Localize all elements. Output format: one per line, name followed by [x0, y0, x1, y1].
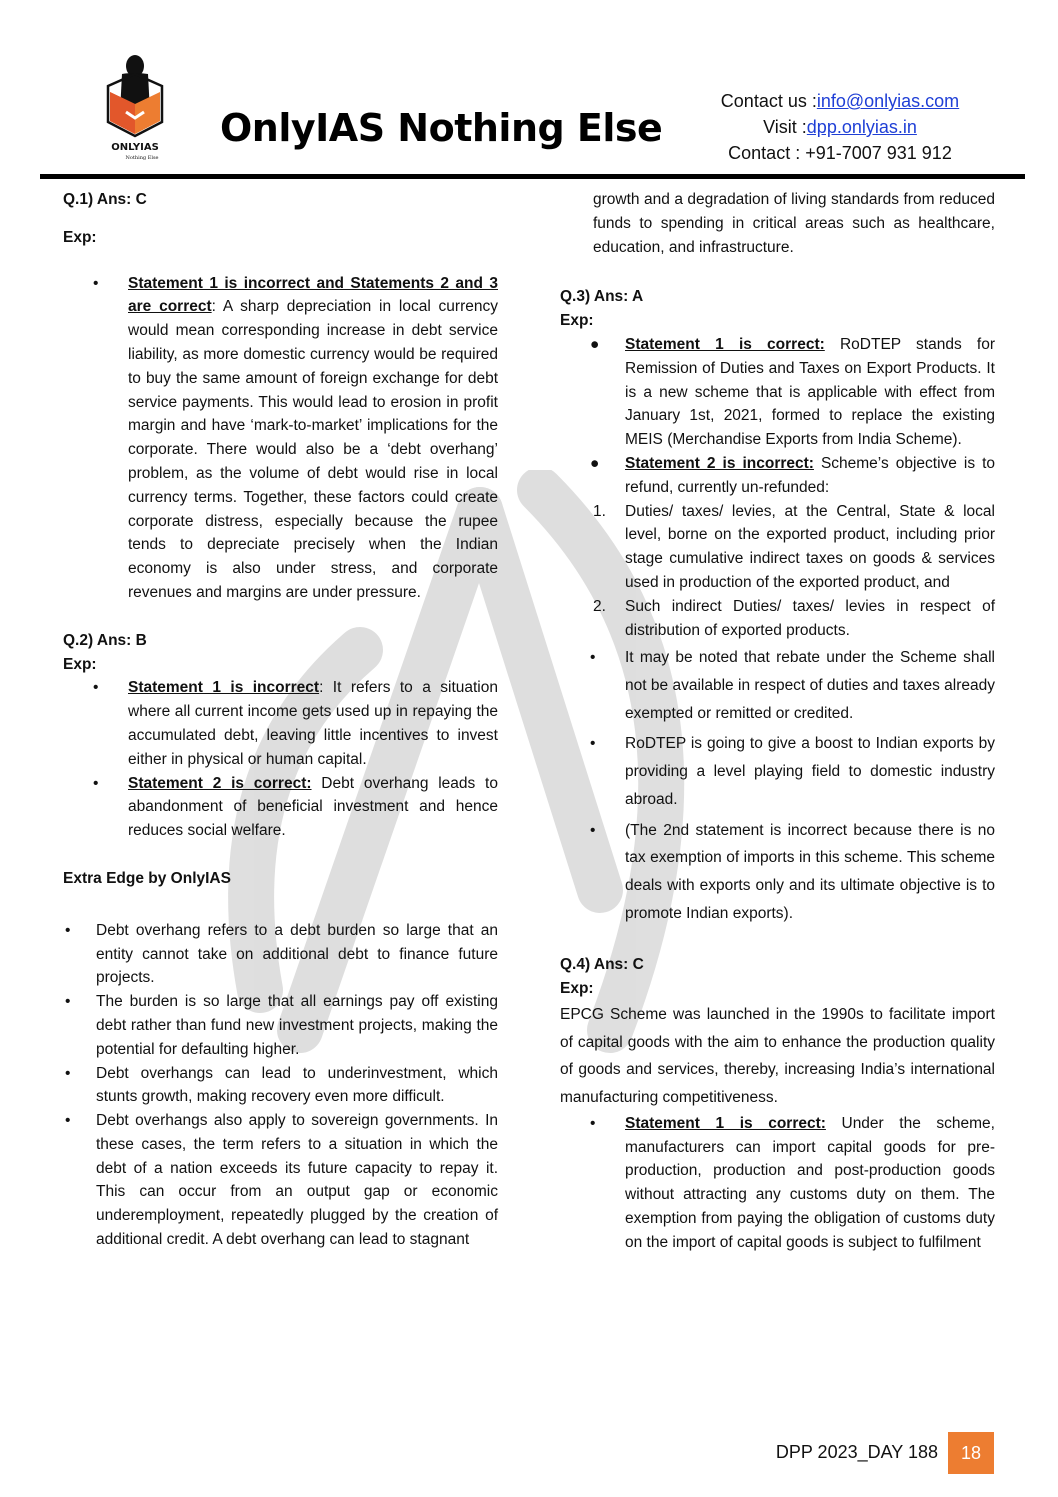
header-divider	[40, 174, 1025, 179]
contact-label: Contact us :	[720, 91, 817, 111]
list-item: ● Statement 1 is correct: RoDTEP stands for Remission of Duties and Taxes on Export Products. It is a new scheme that is applicable with effect from January 1st, 2021, formed to replace the existing MEIS (Merchandise Exports from India Scheme).	[560, 333, 995, 452]
bullet-icon: •	[93, 274, 99, 292]
list-item: • It may be noted that rebate under the Scheme shall not be available in respect of duties and taxes already exempted or remitted or credited.	[560, 644, 995, 727]
bullet-icon: •	[590, 735, 596, 753]
q2-exp-label: Exp:	[63, 655, 97, 673]
q1-exp-label: Exp:	[63, 228, 97, 246]
list-item: • Debt overhangs can lead to underinvestment, which stunts growth, making recovery even more difficult.	[63, 1062, 498, 1110]
q1-bullets	[63, 272, 498, 605]
bullet-icon: •	[93, 774, 99, 792]
q3-more-bullets	[560, 644, 995, 927]
visit-label: Visit :	[763, 117, 807, 137]
q2-bullets	[63, 676, 498, 843]
list-item: 2. Such indirect Duties/ taxes/ levies in respect of distribution of exported products.	[593, 597, 995, 639]
bullet-icon: •	[590, 821, 596, 839]
list-item: • The burden is so large that all earnings pay off existing debt rather than fund new investment projects, making the potential for defaulting higher.	[63, 990, 498, 1061]
bullet-icon: ●	[590, 335, 600, 353]
extra-edge-heading: Extra Edge by OnlyIAS	[63, 869, 231, 887]
logo-text: ONLYIAS	[111, 142, 159, 153]
list-item: ● Statement 2 is incorrect: Scheme’s objective is to refund, currently un-refunded:	[560, 452, 995, 500]
bullet-icon: •	[65, 1112, 71, 1130]
list-item: 1. Duties/ taxes/ levies, at the Central, State & local level, borne on the exported product, including prior stage cumulative indirect taxes on goods & services used in production of the exported product, and	[593, 502, 995, 591]
contact-block	[690, 88, 990, 166]
onlyias-logo-icon	[100, 52, 170, 162]
bullet-icon: •	[65, 921, 71, 939]
page-number-badge: 18	[948, 1432, 994, 1474]
bullet-icon: •	[590, 649, 596, 667]
footer-label: DPP 2023_DAY 188	[775, 1442, 938, 1462]
bullet-icon: •	[65, 1064, 71, 1082]
website-link[interactable]: dpp.onlyias.in	[806, 117, 917, 137]
list-item: • Statement 1 is incorrect and Statements 2 and 3 are correct: A sharp depreciation in local currency would mean corresponding increase in debt service liability, as more domestic currency would be required to buy the same amount of foreign exchange for debt service payments. This would lead to erosion in profit margin and have ‘mark-to-market’ implications for the corporate. There would also be a ‘debt overhang’ problem, as the volume of debt would rise in local currency terms. Together, these factors could create corporate distress, especially because the rupee tends to depreciate precisely when the Indian economy is also under stress, and corporate revenues and margins are under pressure.	[63, 272, 498, 605]
list-item: • Debt overhangs also apply to sovereign governments. In these cases, the term refers to a situation in which the debt of a nation exceeds its future capacity to repay it. This can occur from an output gap or economic underemployment, repeatedly plugged by the creation of additional credit. A debt overhang can lead to stagnant	[63, 1109, 498, 1252]
list-item: • Debt overhang refers to a debt burden so large that an entity cannot take on additional debt to finance future projects.	[63, 919, 498, 990]
list-item: • Statement 1 is correct: Under the scheme, manufacturers can import capital goods for pre-production, production and post-production goods without attracting any customs duty on them. The exemption from paying the obligation of customs duty on the import of capital goods is subject to fulfilment	[560, 1112, 995, 1255]
bullet-icon: ●	[590, 454, 600, 472]
brand-title: OnlyIAS Nothing Else	[220, 106, 663, 150]
q4-bullets	[560, 1112, 995, 1255]
q3-bullets	[560, 333, 995, 500]
q4-heading: Q.4) Ans: C	[560, 956, 644, 974]
left-column	[63, 188, 498, 1252]
page-footer	[0, 1430, 1058, 1480]
right-column	[560, 188, 995, 1255]
bullet-icon: •	[590, 1114, 596, 1132]
q3-numbered-list	[560, 500, 995, 1255]
contact-email-link[interactable]: info@onlyias.com	[816, 91, 960, 111]
q4-exp-label: Exp:	[560, 980, 594, 998]
list-item: • Statement 1 is incorrect: It refers to a situation where all current income gets used up in repaying the accumulated debt, leaving little incentives to invest either in physical or human capital.	[63, 676, 498, 771]
continuation-text: growth and a degradation of living standards from reduced funds to spending in critical areas such as healthcare, education, and infrastructure.	[593, 191, 995, 256]
bullet-icon: •	[93, 679, 99, 697]
list-item: • (The 2nd statement is incorrect because there is no tax exemption of imports in this scheme. This scheme deals with exports only and its ultimate objective is to promote Indian exports).	[560, 817, 995, 928]
q4-intro: EPCG Scheme was launched in the 1990s to facilitate import of capital goods with the aim to enhance the production quality of goods and services, thereby, increasing India’s international manufacturing competitiveness.	[560, 1005, 995, 1107]
logo-tagline: Nothing Else	[125, 155, 159, 161]
list-item: • Statement 2 is correct: Debt overhang leads to abandonment of beneficial investment and hence reduces social welfare.	[63, 772, 498, 843]
extra-edge-bullets	[63, 919, 498, 1252]
page-header	[0, 0, 1058, 185]
phone-line: Contact : +91-7007 931 912	[728, 143, 952, 163]
list-item: • RoDTEP is going to give a boost to Indian exports by providing a level playing field to domestic industry abroad.	[560, 730, 995, 813]
q3-heading: Q.3) Ans: A	[560, 288, 644, 306]
bullet-icon: •	[65, 993, 71, 1011]
q1-heading: Q.1) Ans: C	[63, 191, 147, 208]
q3-exp-label: Exp:	[560, 312, 594, 330]
q2-heading: Q.2) Ans: B	[63, 631, 147, 649]
